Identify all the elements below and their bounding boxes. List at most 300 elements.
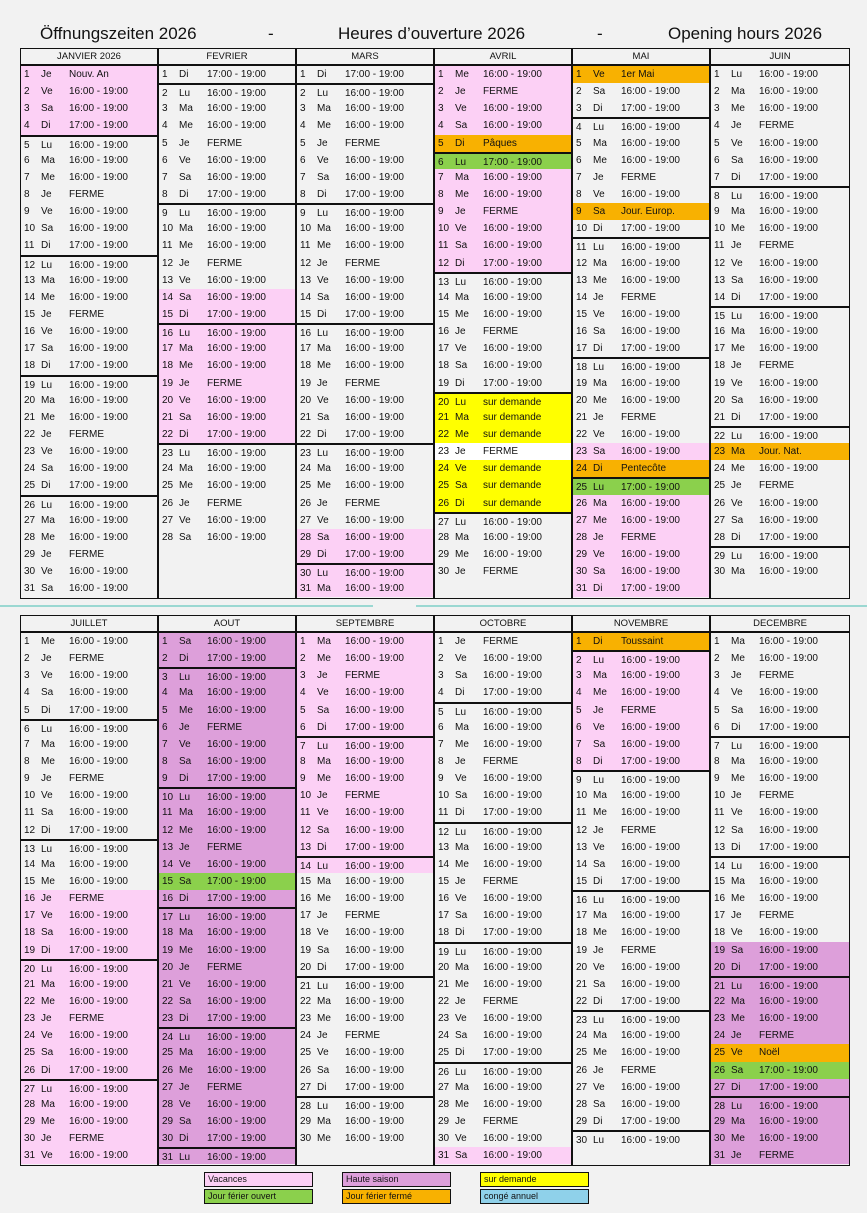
day-row — [297, 529, 433, 546]
day-row — [711, 512, 849, 529]
weekday: Ve — [317, 927, 329, 939]
weekday: Je — [731, 1030, 742, 1042]
opening-hours: 16:00 - 19:00 — [207, 328, 266, 340]
opening-hours: 16:00 - 19:00 — [483, 790, 542, 802]
day-number: 29 — [714, 1115, 726, 1127]
opening-hours: 16:00 - 19:00 — [621, 1015, 680, 1027]
opening-hours: 16:00 - 19:00 — [759, 824, 818, 836]
weekday: Je — [593, 944, 604, 956]
day-number: 26 — [438, 1066, 450, 1078]
opening-hours: 17:00 - 19:00 — [69, 240, 128, 252]
day-row — [21, 117, 157, 134]
day-number: 23 — [714, 1013, 726, 1025]
opening-hours: FERME — [345, 137, 380, 149]
day-row — [21, 392, 157, 409]
opening-hours: 16:00 - 19:00 — [483, 1066, 542, 1078]
weekday: Ma — [593, 497, 607, 509]
opening-hours: 16:00 - 19:00 — [759, 206, 818, 218]
opening-hours: 16:00 - 19:00 — [621, 858, 680, 870]
day-row — [573, 495, 709, 512]
weekday: Je — [41, 773, 52, 785]
weekday: Me — [455, 308, 469, 320]
day-number: 23 — [438, 1013, 450, 1025]
opening-hours: 16:00 - 19:00 — [345, 223, 404, 235]
weekday: Me — [455, 1098, 469, 1110]
weekday: Lu — [731, 550, 743, 562]
day-number: 31 — [162, 1152, 174, 1164]
weekday: Sa — [179, 1115, 192, 1127]
day-row — [435, 323, 571, 340]
day-number: 24 — [438, 463, 450, 475]
day-number: 8 — [714, 755, 720, 767]
opening-hours: 16:00 - 19:00 — [621, 1047, 680, 1059]
opening-hours: 16:00 - 19:00 — [621, 497, 680, 509]
weekday: Ve — [731, 687, 743, 699]
opening-hours: 16:00 - 19:00 — [621, 188, 680, 200]
day-row — [21, 357, 157, 374]
opening-hours: 17:00 - 19:00 — [69, 120, 128, 132]
weekday: Je — [455, 875, 466, 887]
day-row — [711, 340, 849, 357]
day-number: 11 — [438, 807, 449, 819]
day-row — [435, 856, 571, 873]
opening-hours: 16:00 - 19:00 — [483, 1081, 542, 1093]
day-number: 17 — [24, 910, 36, 922]
weekday: Lu — [41, 139, 53, 151]
opening-hours: 16:00 - 19:00 — [207, 531, 266, 543]
opening-hours: 16:00 - 19:00 — [345, 88, 404, 100]
day-row — [435, 152, 571, 169]
weekday: Me — [179, 824, 193, 836]
day-number: 25 — [162, 480, 174, 492]
day-row — [573, 426, 709, 443]
weekday: Me — [731, 773, 745, 785]
day-number: 6 — [714, 154, 720, 166]
opening-hours: 16:00 - 19:00 — [345, 291, 404, 303]
weekday: Je — [455, 446, 466, 458]
day-number: 29 — [438, 548, 450, 560]
weekday: Ma — [593, 1030, 607, 1042]
day-number: 16 — [714, 893, 726, 905]
day-number: 8 — [438, 755, 444, 767]
day-number: 27 — [300, 1081, 312, 1093]
day-row — [21, 1079, 157, 1096]
day-row — [573, 1010, 709, 1027]
opening-hours: 16:00 - 19:00 — [345, 824, 404, 836]
legend — [204, 1172, 594, 1206]
weekday: Je — [731, 360, 742, 372]
day-number: 2 — [300, 653, 306, 665]
day-row — [711, 1147, 849, 1164]
weekday: Ma — [317, 636, 331, 647]
day-number: 14 — [714, 860, 726, 872]
day-number: 4 — [438, 687, 444, 699]
opening-hours: 16:00 - 19:00 — [621, 446, 680, 458]
day-number: 10 — [714, 790, 726, 802]
day-row — [21, 736, 157, 753]
opening-hours: 16:00 - 19:00 — [69, 259, 128, 271]
opening-hours: 16:00 - 19:00 — [759, 343, 818, 355]
day-row — [711, 856, 849, 873]
day-row — [21, 289, 157, 306]
day-number: 5 — [300, 137, 306, 149]
weekday: Di — [179, 69, 189, 80]
weekday: Sa — [317, 944, 330, 956]
day-number: 6 — [24, 154, 30, 166]
weekday: Me — [179, 944, 193, 956]
opening-hours: 16:00 - 19:00 — [207, 154, 266, 166]
weekday: Me — [593, 154, 607, 166]
day-row — [159, 633, 295, 650]
day-row — [159, 1062, 295, 1079]
opening-hours: 16:00 - 19:00 — [69, 379, 128, 391]
opening-hours: 16:00 - 19:00 — [621, 1081, 680, 1093]
opening-hours: 16:00 - 19:00 — [69, 858, 128, 870]
month-header: OCTOBRE — [435, 616, 571, 633]
opening-hours: 16:00 - 19:00 — [69, 910, 128, 922]
weekday: Lu — [179, 1032, 191, 1044]
day-row — [297, 117, 433, 134]
opening-hours: FERME — [483, 755, 518, 767]
opening-hours: FERME — [69, 1013, 104, 1025]
weekday: Me — [317, 120, 331, 132]
day-row — [435, 443, 571, 460]
weekday: Je — [179, 961, 190, 973]
weekday: Je — [731, 1150, 742, 1162]
weekday: Je — [455, 995, 466, 1007]
weekday: Je — [317, 670, 328, 682]
day-row — [711, 976, 849, 993]
weekday: Ma — [41, 738, 55, 750]
day-row — [711, 1096, 849, 1113]
day-number: 15 — [438, 875, 450, 887]
day-number: 18 — [438, 927, 450, 939]
day-number: 18 — [438, 360, 450, 372]
weekday: Ma — [179, 687, 193, 699]
weekday: Sa — [455, 790, 468, 802]
opening-hours: 16:00 - 19:00 — [69, 86, 128, 98]
day-row — [435, 993, 571, 1010]
weekday: Me — [41, 1115, 55, 1127]
weekday: Je — [179, 377, 190, 389]
day-row — [21, 959, 157, 976]
weekday: Sa — [179, 995, 192, 1007]
weekday: Sa — [731, 824, 744, 836]
day-number: 25 — [24, 1047, 36, 1059]
day-number: 23 — [24, 446, 36, 458]
weekday: Di — [41, 944, 51, 956]
day-number: 4 — [438, 120, 444, 132]
day-row — [573, 702, 709, 719]
weekday: Ma — [455, 961, 469, 973]
weekday: Di — [455, 687, 465, 699]
weekday: Di — [731, 721, 741, 733]
weekday: Sa — [317, 824, 330, 836]
day-number: 16 — [576, 326, 588, 338]
day-row — [297, 563, 433, 580]
day-row — [21, 83, 157, 100]
opening-hours: sur demande — [483, 497, 542, 509]
opening-hours: 16:00 - 19:00 — [759, 514, 818, 526]
day-number: 23 — [576, 446, 588, 458]
opening-hours: 17:00 - 19:00 — [621, 1115, 680, 1127]
weekday: Sa — [179, 531, 192, 543]
day-number: 29 — [24, 1115, 36, 1127]
opening-hours: 17:00 - 19:00 — [621, 343, 680, 355]
weekday: Di — [41, 480, 51, 492]
day-row — [159, 340, 295, 357]
title-separator-2: - — [597, 24, 603, 43]
day-number: 19 — [438, 946, 450, 958]
month-column — [573, 49, 711, 598]
day-row — [21, 203, 157, 220]
day-number: 26 — [162, 497, 174, 509]
day-number: 18 — [576, 362, 588, 374]
weekday: Sa — [731, 514, 744, 526]
opening-hours: 16:00 - 19:00 — [207, 824, 266, 836]
day-number: 17 — [576, 910, 588, 922]
day-row — [711, 1113, 849, 1130]
day-row — [573, 856, 709, 873]
weekday: Ve — [455, 653, 467, 665]
day-number: 21 — [24, 978, 36, 990]
day-number: 1 — [576, 69, 582, 80]
day-number: 5 — [162, 704, 168, 716]
day-number: 11 — [162, 240, 173, 252]
day-row — [711, 942, 849, 959]
opening-hours: 16:00 - 19:00 — [69, 411, 128, 423]
weekday: Ma — [179, 1047, 193, 1059]
day-row — [435, 220, 571, 237]
day-row — [21, 1062, 157, 1079]
day-number: 7 — [162, 738, 168, 750]
day-row — [21, 135, 157, 152]
day-number: 7 — [714, 740, 720, 752]
weekday: Di — [593, 1115, 603, 1127]
opening-hours: 16:00 - 19:00 — [759, 86, 818, 98]
day-number: 3 — [24, 103, 30, 115]
day-number: 7 — [24, 738, 30, 750]
weekday: Me — [41, 531, 55, 543]
weekday: Ve — [179, 154, 191, 166]
day-number: 11 — [300, 240, 311, 252]
opening-hours: 16:00 - 19:00 — [345, 860, 404, 872]
opening-hours: 16:00 - 19:00 — [207, 978, 266, 990]
day-row — [297, 477, 433, 494]
day-number: 24 — [24, 463, 36, 475]
day-number: 18 — [24, 927, 36, 939]
day-number: 26 — [24, 499, 36, 511]
weekday: Sa — [455, 1030, 468, 1042]
day-row — [711, 220, 849, 237]
day-row — [159, 477, 295, 494]
day-row — [435, 357, 571, 374]
day-row — [21, 1130, 157, 1147]
day-number: 30 — [438, 1133, 450, 1145]
day-row — [21, 822, 157, 839]
day-row — [159, 409, 295, 426]
opening-hours: FERME — [69, 893, 104, 905]
day-row — [711, 1027, 849, 1044]
day-row — [435, 907, 571, 924]
weekday: Ve — [41, 86, 53, 98]
weekday: Lu — [317, 980, 329, 992]
weekday: Lu — [731, 980, 743, 992]
day-row — [21, 907, 157, 924]
opening-hours: 17:00 - 19:00 — [207, 69, 266, 80]
opening-hours: 16:00 - 19:00 — [345, 583, 404, 595]
weekday: Me — [593, 687, 607, 699]
weekday: Ve — [317, 1047, 329, 1059]
day-number: 30 — [300, 568, 312, 580]
day-number: 25 — [24, 480, 36, 492]
day-number: 15 — [438, 308, 450, 320]
weekday: Ve — [317, 154, 329, 166]
weekday: Ve — [41, 326, 53, 338]
opening-hours: 16:00 - 19:00 — [621, 1135, 680, 1147]
weekday: Lu — [317, 860, 329, 872]
day-number: 14 — [300, 291, 312, 303]
opening-hours: 16:00 - 19:00 — [483, 653, 542, 665]
day-row — [435, 289, 571, 306]
day-row — [711, 1062, 849, 1079]
opening-hours: 16:00 - 19:00 — [345, 171, 404, 183]
day-row — [21, 512, 157, 529]
weekday: Lu — [41, 379, 53, 391]
day-number: 3 — [438, 670, 444, 682]
day-number: 2 — [24, 653, 30, 665]
day-row — [573, 529, 709, 546]
weekday: Ve — [179, 514, 191, 526]
weekday: Sa — [731, 394, 744, 406]
day-number: 19 — [300, 944, 312, 956]
weekday: Di — [41, 1064, 51, 1076]
day-number: 23 — [24, 1013, 36, 1025]
opening-hours: 16:00 - 19:00 — [759, 980, 818, 992]
opening-hours: FERME — [345, 790, 380, 802]
day-row — [711, 1130, 849, 1147]
weekday: Je — [41, 548, 52, 560]
month-header: MARS — [297, 49, 433, 66]
opening-hours: 16:00 - 19:00 — [345, 755, 404, 767]
opening-hours: Nouv. An — [69, 69, 109, 80]
day-number: 6 — [24, 723, 30, 735]
opening-hours: 16:00 - 19:00 — [483, 858, 542, 870]
opening-hours: 16:00 - 19:00 — [69, 1083, 128, 1095]
day-number: 9 — [300, 773, 306, 785]
opening-hours: FERME — [483, 326, 518, 338]
day-row — [573, 1079, 709, 1096]
day-number: 18 — [162, 927, 174, 939]
day-number: 19 — [714, 377, 726, 389]
weekday: Lu — [41, 259, 53, 271]
day-number: 14 — [438, 291, 450, 303]
opening-hours: 16:00 - 19:00 — [621, 655, 680, 667]
title-english: Opening hours 2026 — [668, 24, 823, 43]
day-row — [435, 839, 571, 856]
weekday: Ma — [593, 257, 607, 269]
opening-hours: 16:00 - 19:00 — [207, 343, 266, 355]
weekday: Ma — [41, 394, 55, 406]
opening-hours: FERME — [345, 377, 380, 389]
day-row — [159, 993, 295, 1010]
day-row — [159, 804, 295, 821]
day-row — [159, 186, 295, 203]
day-row — [297, 650, 433, 667]
weekday: Ma — [731, 995, 745, 1007]
opening-hours: 16:00 - 19:00 — [69, 687, 128, 699]
opening-hours: 16:00 - 19:00 — [759, 860, 818, 872]
opening-hours: 16:00 - 19:00 — [69, 875, 128, 887]
opening-hours: 16:00 - 19:00 — [483, 721, 542, 733]
day-row — [159, 289, 295, 306]
opening-hours: 16:00 - 19:00 — [345, 1100, 404, 1112]
weekday: Me — [179, 120, 193, 132]
day-number: 16 — [438, 326, 450, 338]
day-number: 19 — [24, 944, 36, 956]
opening-hours: 17:00 - 19:00 — [345, 428, 404, 440]
weekday: Me — [317, 480, 331, 492]
opening-hours: 16:00 - 19:00 — [621, 257, 680, 269]
day-row — [711, 477, 849, 494]
day-row — [711, 804, 849, 821]
opening-hours: 16:00 - 19:00 — [345, 1013, 404, 1025]
month-header: JUILLET — [21, 616, 157, 633]
opening-hours: 16:00 - 19:00 — [69, 636, 128, 647]
weekday: Ve — [317, 274, 329, 286]
opening-hours: 16:00 - 19:00 — [483, 223, 542, 235]
day-row — [159, 667, 295, 684]
day-number: 12 — [714, 824, 726, 836]
weekday: Lu — [317, 1100, 329, 1112]
weekday: Ve — [593, 69, 605, 80]
day-number: 17 — [438, 343, 450, 355]
month-header: DECEMBRE — [711, 616, 849, 633]
opening-hours: 17:00 - 19:00 — [759, 171, 818, 183]
weekday: Ma — [317, 995, 331, 1007]
opening-hours: 17:00 - 19:00 — [345, 1081, 404, 1093]
day-row — [21, 220, 157, 237]
day-number: 13 — [24, 843, 36, 855]
opening-hours: sur demande — [483, 480, 542, 492]
opening-hours: 16:00 - 19:00 — [621, 274, 680, 286]
day-number: 7 — [438, 738, 444, 750]
day-row — [435, 787, 571, 804]
opening-hours: 16:00 - 19:00 — [345, 1064, 404, 1076]
opening-hours: 16:00 - 19:00 — [69, 394, 128, 406]
weekday: Ve — [41, 670, 53, 682]
opening-hours: 16:00 - 19:00 — [69, 1047, 128, 1059]
day-number: 13 — [300, 274, 312, 286]
opening-hours: 16:00 - 19:00 — [483, 276, 542, 288]
day-number: 1 — [162, 636, 168, 647]
day-number: 28 — [576, 1098, 588, 1110]
opening-hours: 16:00 - 19:00 — [207, 636, 266, 647]
day-row — [573, 323, 709, 340]
day-row — [297, 942, 433, 959]
weekday: Me — [731, 103, 745, 115]
weekday: Me — [455, 858, 469, 870]
opening-hours: 16:00 - 19:00 — [69, 291, 128, 303]
day-number: 1 — [24, 636, 30, 647]
day-row — [159, 650, 295, 667]
weekday: Me — [179, 1064, 193, 1076]
weekday: Ma — [731, 755, 745, 767]
weekday: Di — [455, 137, 465, 149]
day-number: 17 — [162, 343, 174, 355]
day-number: 19 — [300, 377, 312, 389]
opening-hours: 16:00 - 19:00 — [345, 328, 404, 340]
